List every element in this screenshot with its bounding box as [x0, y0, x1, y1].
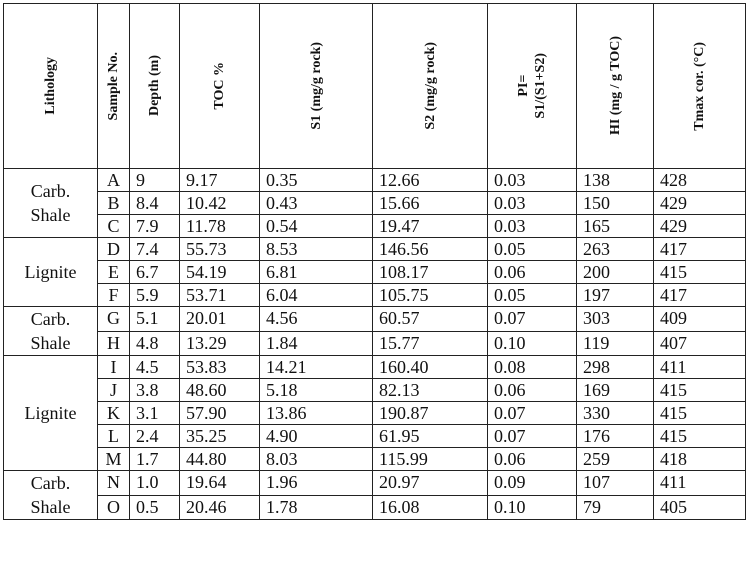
- tmax-cell: 418: [654, 448, 746, 471]
- tmax-cell: 417: [654, 238, 746, 261]
- hi-cell: 79: [577, 495, 654, 520]
- header-toc: TOC %: [180, 4, 260, 169]
- pi-cell: 0.10: [488, 331, 577, 356]
- sample-no-cell: D: [98, 238, 130, 261]
- s1-cell: 0.54: [260, 215, 373, 238]
- s1-cell: 0.35: [260, 169, 373, 192]
- pi-cell: 0.03: [488, 192, 577, 215]
- s1-cell: 4.56: [260, 307, 373, 332]
- sample-no-cell: B: [98, 192, 130, 215]
- sample-no-cell: K: [98, 402, 130, 425]
- s2-cell: 160.40: [373, 356, 488, 379]
- depth-cell: 2.4: [130, 425, 180, 448]
- depth-cell: 7.4: [130, 238, 180, 261]
- lithology-cell: Carb. Shale: [4, 307, 98, 356]
- table-row: [4, 307, 746, 332]
- tmax-cell: 405: [654, 495, 746, 520]
- depth-cell: 8.4: [130, 192, 180, 215]
- depth-cell: 9: [130, 169, 180, 192]
- depth-cell: 5.1: [130, 307, 180, 332]
- sample-no-cell: L: [98, 425, 130, 448]
- lithology-cell: Lignite: [4, 356, 98, 471]
- header-s2: S2 (mg/g rock): [373, 4, 488, 169]
- header-row: [4, 4, 746, 169]
- sample-no-cell: F: [98, 284, 130, 307]
- tmax-cell: 415: [654, 425, 746, 448]
- toc-cell: 9.17: [180, 169, 260, 192]
- s2-cell: 60.57: [373, 307, 488, 332]
- s2-cell: 82.13: [373, 379, 488, 402]
- hi-cell: 263: [577, 238, 654, 261]
- pi-cell: 0.03: [488, 215, 577, 238]
- depth-cell: 0.5: [130, 495, 180, 520]
- depth-cell: 6.7: [130, 261, 180, 284]
- s1-cell: 8.53: [260, 238, 373, 261]
- tmax-cell: 429: [654, 192, 746, 215]
- hi-cell: 169: [577, 379, 654, 402]
- depth-cell: 1.0: [130, 471, 180, 496]
- depth-cell: 4.8: [130, 331, 180, 356]
- geochemistry-table: [3, 3, 746, 520]
- toc-cell: 44.80: [180, 448, 260, 471]
- sample-no-cell: C: [98, 215, 130, 238]
- header-depth: Depth (m): [130, 4, 180, 169]
- s2-cell: 61.95: [373, 425, 488, 448]
- s1-cell: 1.84: [260, 331, 373, 356]
- depth-cell: 1.7: [130, 448, 180, 471]
- hi-cell: 150: [577, 192, 654, 215]
- pi-cell: 0.09: [488, 471, 577, 496]
- toc-cell: 57.90: [180, 402, 260, 425]
- s2-cell: 20.97: [373, 471, 488, 496]
- hi-cell: 330: [577, 402, 654, 425]
- toc-cell: 48.60: [180, 379, 260, 402]
- sample-no-cell: A: [98, 169, 130, 192]
- s1-cell: 1.78: [260, 495, 373, 520]
- sample-no-cell: E: [98, 261, 130, 284]
- tmax-cell: 417: [654, 284, 746, 307]
- s2-cell: 108.17: [373, 261, 488, 284]
- table-row: [4, 379, 746, 402]
- sample-no-cell: I: [98, 356, 130, 379]
- header-lithology: Lithology: [4, 4, 98, 169]
- toc-cell: 20.01: [180, 307, 260, 332]
- table-row: [4, 284, 746, 307]
- sample-no-cell: M: [98, 448, 130, 471]
- pi-cell: 0.08: [488, 356, 577, 379]
- s2-cell: 190.87: [373, 402, 488, 425]
- table-row: [4, 169, 746, 192]
- sample-no-cell: J: [98, 379, 130, 402]
- table-row: [4, 331, 746, 356]
- tmax-cell: 407: [654, 331, 746, 356]
- table-row: [4, 261, 746, 284]
- tmax-cell: 429: [654, 215, 746, 238]
- pi-cell: 0.07: [488, 425, 577, 448]
- hi-cell: 138: [577, 169, 654, 192]
- depth-cell: 3.8: [130, 379, 180, 402]
- toc-cell: 13.29: [180, 331, 260, 356]
- sample-no-cell: O: [98, 495, 130, 520]
- s1-cell: 6.81: [260, 261, 373, 284]
- s2-cell: 12.66: [373, 169, 488, 192]
- s1-cell: 8.03: [260, 448, 373, 471]
- tmax-cell: 411: [654, 471, 746, 496]
- table-row: [4, 238, 746, 261]
- tmax-cell: 415: [654, 402, 746, 425]
- toc-cell: 11.78: [180, 215, 260, 238]
- table-row: [4, 356, 746, 379]
- tmax-cell: 415: [654, 379, 746, 402]
- table-row: [4, 402, 746, 425]
- lithology-cell: Carb. Shale: [4, 169, 98, 238]
- toc-cell: 19.64: [180, 471, 260, 496]
- tmax-cell: 411: [654, 356, 746, 379]
- s1-cell: 1.96: [260, 471, 373, 496]
- header-pi: PI= S1/(S1+S2): [488, 4, 577, 169]
- s1-cell: 4.90: [260, 425, 373, 448]
- header-tmax: Tmax cor. (°C): [654, 4, 746, 169]
- lithology-cell: Lignite: [4, 238, 98, 307]
- header-sample-no: Sample No.: [98, 4, 130, 169]
- s2-cell: 146.56: [373, 238, 488, 261]
- hi-cell: 303: [577, 307, 654, 332]
- s1-cell: 13.86: [260, 402, 373, 425]
- depth-cell: 5.9: [130, 284, 180, 307]
- pi-cell: 0.06: [488, 379, 577, 402]
- s2-cell: 15.66: [373, 192, 488, 215]
- hi-cell: 197: [577, 284, 654, 307]
- depth-cell: 3.1: [130, 402, 180, 425]
- sample-no-cell: G: [98, 307, 130, 332]
- pi-cell: 0.05: [488, 238, 577, 261]
- s1-cell: 6.04: [260, 284, 373, 307]
- table-row: [4, 215, 746, 238]
- hi-cell: 200: [577, 261, 654, 284]
- pi-cell: 0.06: [488, 261, 577, 284]
- pi-cell: 0.03: [488, 169, 577, 192]
- hi-cell: 107: [577, 471, 654, 496]
- toc-cell: 55.73: [180, 238, 260, 261]
- table-row: [4, 425, 746, 448]
- s2-cell: 115.99: [373, 448, 488, 471]
- hi-cell: 176: [577, 425, 654, 448]
- hi-cell: 119: [577, 331, 654, 356]
- s2-cell: 105.75: [373, 284, 488, 307]
- pi-cell: 0.05: [488, 284, 577, 307]
- hi-cell: 259: [577, 448, 654, 471]
- header-hi: HI (mg / g TOC): [577, 4, 654, 169]
- s1-cell: 5.18: [260, 379, 373, 402]
- hi-cell: 165: [577, 215, 654, 238]
- toc-cell: 54.19: [180, 261, 260, 284]
- hi-cell: 298: [577, 356, 654, 379]
- sample-no-cell: N: [98, 471, 130, 496]
- pi-cell: 0.07: [488, 307, 577, 332]
- toc-cell: 20.46: [180, 495, 260, 520]
- depth-cell: 7.9: [130, 215, 180, 238]
- table-body: [4, 169, 746, 520]
- pi-cell: 0.10: [488, 495, 577, 520]
- depth-cell: 4.5: [130, 356, 180, 379]
- s1-cell: 14.21: [260, 356, 373, 379]
- tmax-cell: 409: [654, 307, 746, 332]
- lithology-cell: Carb. Shale: [4, 471, 98, 520]
- s1-cell: 0.43: [260, 192, 373, 215]
- pi-cell: 0.06: [488, 448, 577, 471]
- toc-cell: 35.25: [180, 425, 260, 448]
- s2-cell: 15.77: [373, 331, 488, 356]
- toc-cell: 53.71: [180, 284, 260, 307]
- table-row: [4, 495, 746, 520]
- toc-cell: 53.83: [180, 356, 260, 379]
- sample-no-cell: H: [98, 331, 130, 356]
- header-s1: S1 (mg/g rock): [260, 4, 373, 169]
- table-row: [4, 471, 746, 496]
- toc-cell: 10.42: [180, 192, 260, 215]
- table-row: [4, 192, 746, 215]
- s2-cell: 19.47: [373, 215, 488, 238]
- table-row: [4, 448, 746, 471]
- tmax-cell: 428: [654, 169, 746, 192]
- tmax-cell: 415: [654, 261, 746, 284]
- pi-cell: 0.07: [488, 402, 577, 425]
- s2-cell: 16.08: [373, 495, 488, 520]
